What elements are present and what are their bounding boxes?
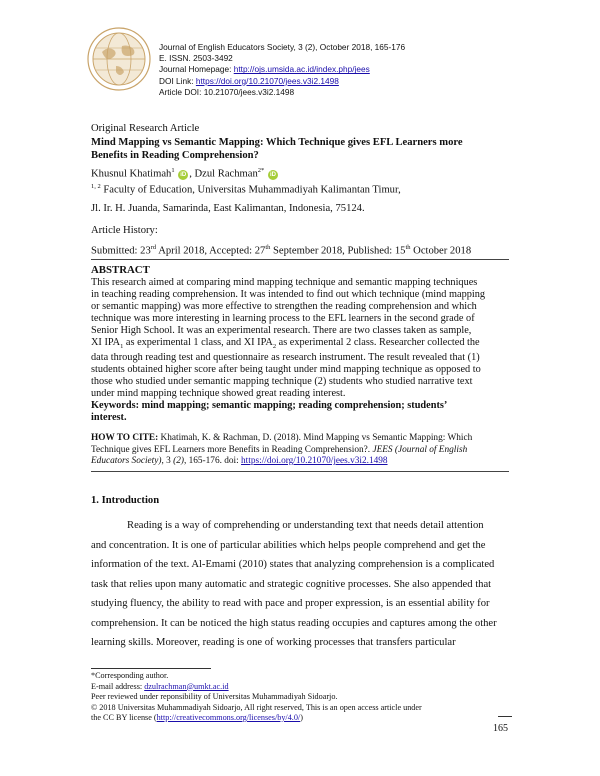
- divider: [91, 259, 509, 260]
- license: the CC BY license (http://creativecommons.org/licenses/by/4.0/): [91, 713, 303, 722]
- intro-line: Reading is a way of comprehending or understanding text that needs detail attention: [127, 520, 484, 531]
- abstract-line: XI $IPA_1$ as experimental 1 class, and XI $IPA_2$ as experimental 2 class. Researcher collected the: [91, 336, 480, 350]
- abstract-line: This research aimed at comparing mind mapping technique and semantic mapping techniques: [91, 277, 478, 288]
- article-title: Mind Mapping vs Semantic Mapping: Which Technique gives EFL Learners more Benefits in Reading Comprehension?: [91, 137, 463, 161]
- article-history: Article History: Submitted: 23rd April 2018, Accepted: 27th September 2018, Published: 15th October 2018: [91, 225, 472, 257]
- section-heading: 1. Introduction: [91, 495, 160, 506]
- orcid-icon[interactable]: iD: [269, 171, 276, 178]
- intro-line: learning skills. Moreover, reading is one of working processes that transfers particular: [91, 637, 456, 648]
- footnote-rule: [91, 668, 211, 669]
- homepage-link[interactable]: http://ojs.umsida.ac.id/index.php/jees: [233, 64, 370, 75]
- journal-citation: Journal of English Educators Society, 3 (2), October 2018, 165-176: [159, 42, 406, 52]
- orcid-icon[interactable]: iD: [180, 171, 187, 178]
- abstract-line: data through reading test and questionnaire as research instrument. The result revealed that (1): [91, 352, 480, 364]
- page-number-rule: [498, 716, 512, 717]
- divider: [91, 471, 509, 472]
- page-number: 165: [493, 723, 508, 734]
- how-to-cite: HOW TO CITE: Khatimah, K. & Rachman, D. (2018). Mind Mapping vs Semantic Mapping: Which Technique gives EFL Learners more Benefits in Reading Comprehension?. JEES (Journal of English Educators Society), 3 (2), 165-176. doi: https://doi.org/10.21070/jees.v3i2.1498: [91, 433, 473, 466]
- affiliation: $^{1, 2}$ Faculty of Education, Universitas Muhammadiyah Kalimantan Timur, Jl. Ir. H. Juanda, Samarinda, East Kalimantan, Indonesia, 75124.: [91, 183, 401, 214]
- keywords-cont: interest.: [91, 412, 127, 424]
- license-link[interactable]: http://creativecommons.org/licenses/by/4.0/: [156, 713, 301, 722]
- copyright: © 2018 Universitas Muhammadiyah Sidoarjo, All right reserved, This is an open access article under: [91, 702, 422, 712]
- abstract-line: students obtained higher score after being taught under mind mapping technique as opposed to: [91, 364, 481, 376]
- email-link[interactable]: dzulrachman@umkt.ac.id: [144, 681, 229, 691]
- intro-line: studying fluency, the ability to read with pace and proper expression, is an essential ability for: [91, 598, 490, 609]
- intro-line: information of the text. Al-Emami (2010) states that analyzing comprehension is a complicated: [91, 559, 495, 570]
- abstract-line: technique was more interesting in learning process to the EFL learners in the second grade of: [91, 312, 475, 324]
- corresponding-author: *Corresponding author.: [91, 671, 169, 680]
- journal-issn: E. ISSN. 2503-3492: [159, 53, 233, 64]
- footnotes: [91, 671, 422, 724]
- intro-paragraph: [91, 516, 509, 653]
- cite-label: HOW TO CITE:: [91, 433, 159, 443]
- abstract: [91, 264, 509, 424]
- author-1: Khusnul Khatimah: [91, 168, 172, 180]
- doi-link[interactable]: https://doi.org/10.21070/jees.v3i2.1498: [195, 75, 339, 86]
- keywords: Keywords: mind mapping; semantic mapping; reading comprehension; students’: [91, 400, 448, 412]
- journal-header: [159, 42, 405, 98]
- abstract-line: or semantic mapping) was more effective to strengthen the reading comprehension and which: [91, 300, 477, 312]
- journal-doi-link: DOI Link: https://doi.org/10.21070/jees.v3i2.1498: [159, 75, 339, 86]
- article-doi: Article DOI: 10.21070/jees.v3i2.1498: [159, 86, 295, 97]
- journal-logo: [86, 26, 152, 92]
- peer-review: Peer reviewed under reponsibility of Universitas Muhammadiyah Sidoarjo.: [91, 692, 338, 701]
- abstract-line: those who studied under semantic mapping technique (2) students who studied narrative text: [91, 376, 473, 388]
- abstract-line: Senior High School. It was an experimental research. There are two classes taken as sample,: [91, 324, 472, 336]
- intro-line: comprehension. It can be noticed the high status reading occupies and captures among the other: [91, 617, 497, 629]
- author-2: , Dzul Rachman: [189, 168, 258, 180]
- cite-doi-link[interactable]: https://doi.org/10.21070/jees.v3i2.1498: [241, 456, 388, 466]
- intro-line: and concentration. It is one of particular abilities which helps people comprehend and get the: [91, 539, 486, 551]
- article-type: Original Research Article: [91, 123, 200, 134]
- abstract-heading: ABSTRACT: [91, 264, 150, 276]
- intro-line: task that relies upon many automatic and strategic cognitive processes. She also appended that: [91, 578, 492, 590]
- abstract-line: in teaching reading comprehension. It was intended to find out which technique (mind mapping: [91, 288, 486, 300]
- abstract-line: under mind mapping technique showed great reading interest.: [91, 388, 346, 400]
- email: E-mail address: dzulrachman@umkt.ac.id: [91, 681, 229, 691]
- authors: Khusnul Khatimah$^1$ iD , Dzul Rachman$^{2*}$ iD: [91, 167, 276, 180]
- journal-homepage: Journal Homepage: http://ojs.umsida.ac.id/index.php/jees: [159, 64, 370, 75]
